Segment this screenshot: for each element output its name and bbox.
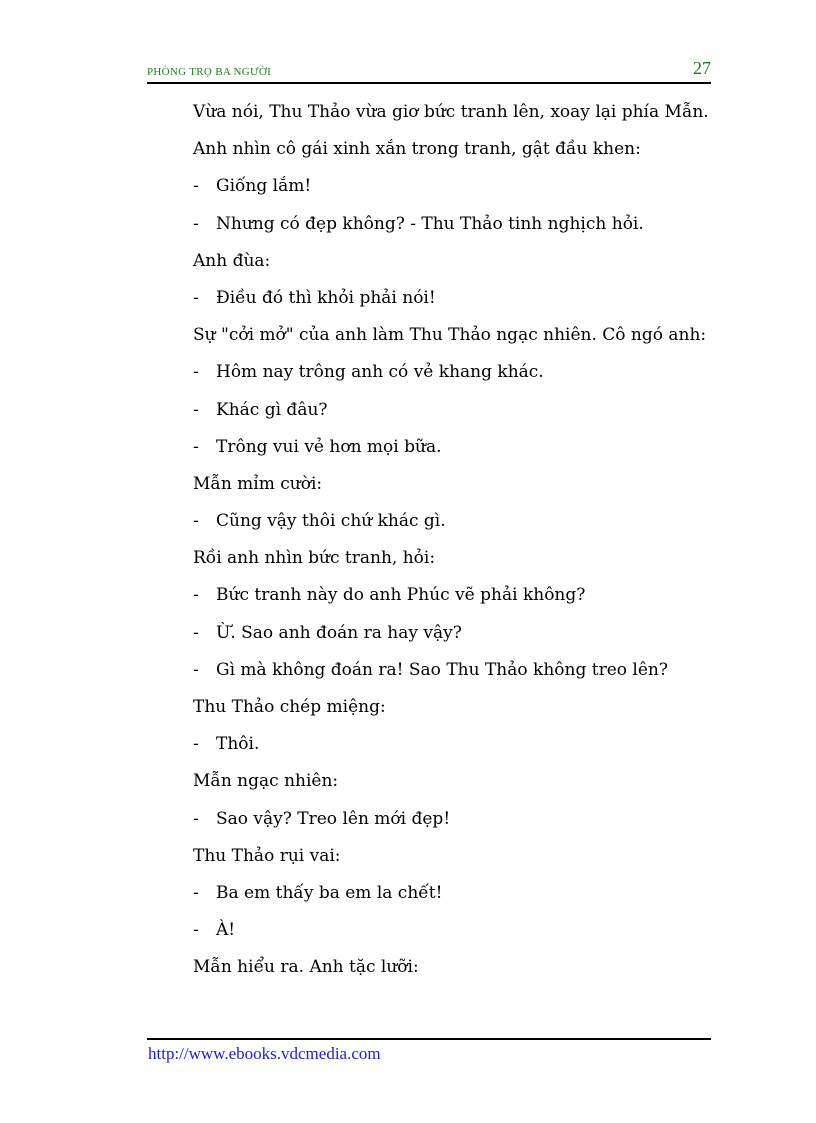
paragraph xyxy=(193,322,713,359)
dialogue-dash: - xyxy=(193,734,199,755)
dialogue-line xyxy=(193,434,713,471)
dialogue-dash: - xyxy=(193,176,199,197)
dialogue-line xyxy=(193,359,713,396)
dialogue-text: Điều đó thì khỏi phải nói! xyxy=(216,287,436,308)
dialogue-text: Khác gì đâu? xyxy=(216,399,328,420)
paragraph xyxy=(193,471,713,508)
dialogue-text: Nhưng có đẹp không? - Thu Thảo tinh nghịch hỏi. xyxy=(216,213,644,234)
paragraph-text: Anh đùa: xyxy=(193,250,271,271)
dialogue-text: Ừ. Sao anh đoán ra hay vậy? xyxy=(216,622,462,643)
dialogue-dash: - xyxy=(193,585,199,606)
dialogue-line xyxy=(193,173,713,210)
footer-link[interactable]: http://www.ebooks.vdcmedia.com xyxy=(148,1044,381,1063)
dialogue-text: Thôi. xyxy=(216,734,260,755)
paragraph-text: Thu Thảo chép miệng: xyxy=(193,697,386,717)
footer-divider xyxy=(147,1038,711,1040)
dialogue-dash: - xyxy=(193,920,199,941)
dialogue-dash: - xyxy=(193,399,199,420)
dialogue-dash: - xyxy=(193,808,199,829)
paragraph-text: Thu Thảo rụi vai: xyxy=(193,845,341,866)
paragraph-text: Mẫn ngạc nhiên: xyxy=(193,771,339,792)
dialogue-text: Cũng vậy thôi chứ khác gì. xyxy=(216,511,446,532)
dialogue-text: Sao vậy? Treo lên mới đẹp! xyxy=(216,808,451,829)
paragraph xyxy=(193,136,713,173)
page-header xyxy=(147,58,711,84)
dialogue-dash: - xyxy=(193,511,199,532)
dialogue-line xyxy=(193,285,713,322)
paragraph-text: Vừa nói, Thu Thảo vừa giơ bức tranh lên, xoay lại phía Mẫn. xyxy=(193,102,709,122)
paragraph xyxy=(193,954,713,991)
paragraph xyxy=(193,248,713,285)
dialogue-line xyxy=(193,620,713,657)
dialogue-line xyxy=(193,917,713,954)
paragraph-text: Sự "cởi mở" của anh làm Thu Thảo ngạc nhiên. Cô ngó anh: xyxy=(193,325,707,346)
paragraph-text: Mẫn hiểu ra. Anh tặc lưỡi: xyxy=(193,957,419,978)
dialogue-line xyxy=(193,211,713,248)
paragraph xyxy=(193,843,713,880)
dialogue-text: Bức tranh này do anh Phúc vẽ phải không? xyxy=(216,585,586,606)
dialogue-text: Hôm nay trông anh có vẻ khang khác. xyxy=(216,362,544,383)
dialogue-dash: - xyxy=(193,622,199,643)
dialogue-text: À! xyxy=(216,920,236,941)
dialogue-dash: - xyxy=(193,436,199,457)
dialogue-line xyxy=(193,397,713,434)
dialogue-line xyxy=(193,880,713,917)
dialogue-dash: - xyxy=(193,362,199,383)
dialogue-dash: - xyxy=(193,882,199,903)
dialogue-line xyxy=(193,582,713,619)
paragraph xyxy=(193,545,713,582)
paragraph xyxy=(193,694,713,731)
dialogue-line xyxy=(193,657,713,694)
book-title: PHÒNG TRỌ BA NGƯỜI xyxy=(147,66,272,78)
paragraph-text: Rồi anh nhìn bức tranh, hỏi: xyxy=(193,548,436,569)
dialogue-line xyxy=(193,731,713,768)
paragraph-text: Mẫn mỉm cười: xyxy=(193,473,323,494)
dialogue-text: Giống lắm! xyxy=(216,176,312,197)
dialogue-dash: - xyxy=(193,659,199,680)
dialogue-dash: - xyxy=(193,287,199,308)
page-body xyxy=(193,99,713,992)
paragraph xyxy=(193,768,713,805)
dialogue-line xyxy=(193,508,713,545)
dialogue-line xyxy=(193,806,713,843)
dialogue-text: Trông vui vẻ hơn mọi bữa. xyxy=(216,436,442,457)
paragraph xyxy=(193,99,713,136)
dialogue-text: Ba em thấy ba em la chết! xyxy=(216,882,443,903)
page-number: 27 xyxy=(693,58,711,78)
paragraph-text: Anh nhìn cô gái xinh xắn trong tranh, gật đầu khen: xyxy=(193,139,641,160)
dialogue-dash: - xyxy=(193,213,199,234)
dialogue-text: Gì mà không đoán ra! Sao Thu Thảo không treo lên? xyxy=(216,659,668,680)
